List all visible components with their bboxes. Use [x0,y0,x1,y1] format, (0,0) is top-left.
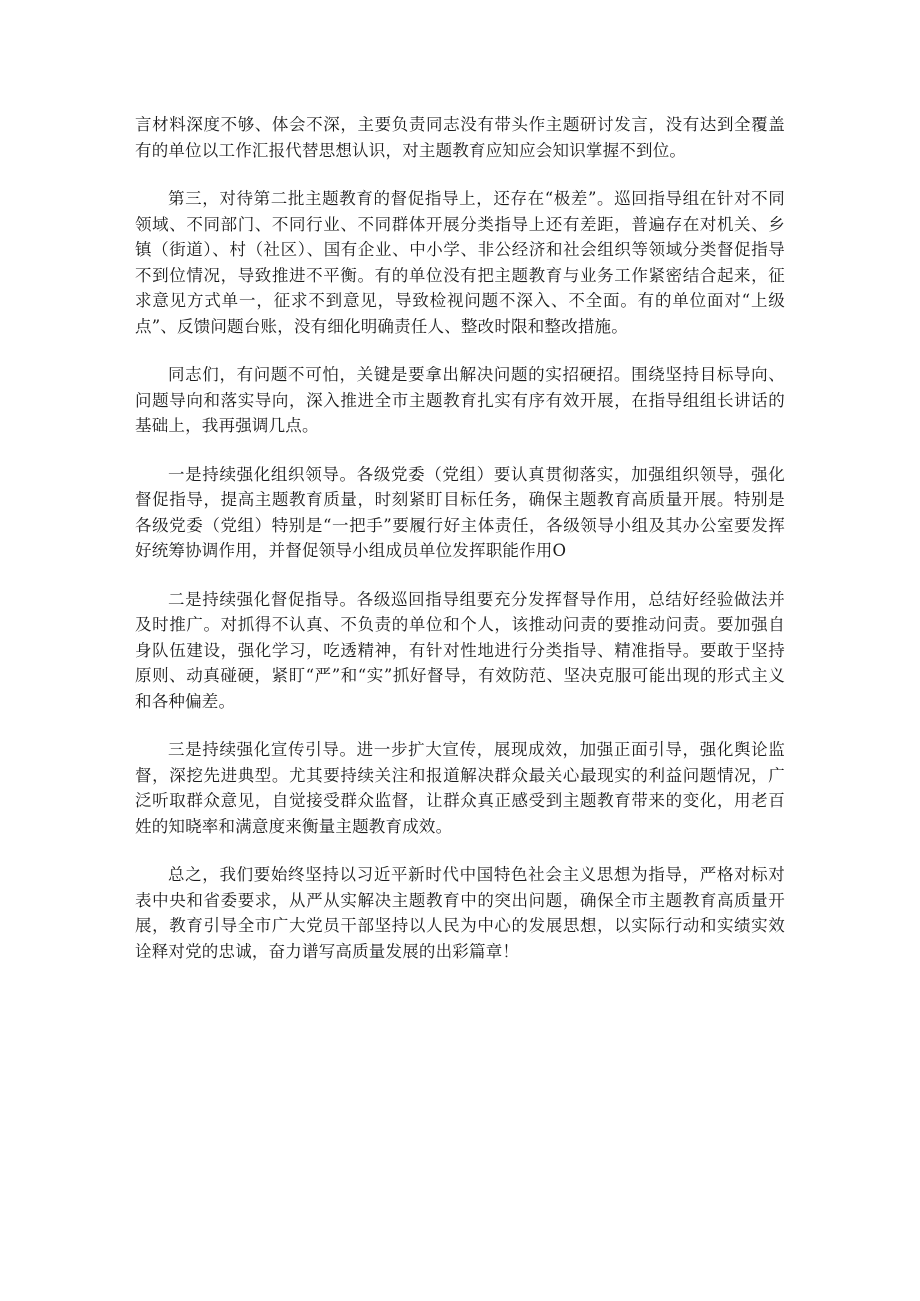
paragraph-conclusion: 总之，我们要始终坚持以习近平新时代中国特色社会主义思想为指导，严格对标对表中央和省委要求，从严从实解决主题教育中的突出问题，确保全市主题教育高质量开展，教育引导全市广大党员干部坚持以人民为中心的发展思想，以实际行动和实绩实效诠释对党的忠诚，奋力谱写高质量发展的出彩篇章！ [135,865,785,961]
paragraph-point-three: 三是持续强化宣传引导。进一步扩大宣传，展现成效，加强正面引导，强化舆论监督，深挖先进典型。尤其要持续关注和报道解决群众最关心最现实的利益问题情况，广泛听取群众意见，自觉接受群众监督，让群众真正感受到主题教育带来的变化，用老百姓的知晓率和满意度来衡量主题教育成效。 [135,740,785,836]
document-page [135,112,785,987]
paragraph-point-one: 一是持续强化组织领导。各级党委（党组）要认真贯彻落实，加强组织领导，强化督促指导，提高主题教育质量，时刻紧盯目标任务，确保主题教育高质量开展。特别是各级党委（党组）特别是“一把手”要履行好主体责任，各级领导小组及其办公室要发挥好统筹协调作用，并督促领导小组成员单位发挥职能作用O [135,464,785,560]
paragraph-third-issue: 第三，对待第二批主题教育的督促指导上，还存在“极差”。巡回指导组在针对不同领域、不同部门、不同行业、不同群体开展分类指导上还有差距，普遍存在对机关、乡镇（街道）、村（社区）、国有企业、中小学、非公经济和社会组织等领域分类督促指导不到位情况，导致推进不平衡。有的单位没有把主题教育与业务工作紧密结合起来，征求意见方式单一，征求不到意见，导致检视问题不深入、不全面。有的单位面对“上级点”、反馈问题台账，没有细化明确责任人、整改时限和整改措施。 [135,189,785,336]
paragraph-continuation: 言材料深度不够、体会不深，主要负责同志没有带头作主题研讨发言，没有达到全覆盖有的单位以工作汇报代替思想认识，对主题教育应知应会知识掌握不到位。 [135,115,785,160]
paragraph-point-two: 二是持续强化督促指导。各级巡回指导组要充分发挥督导作用，总结好经验做法并及时推广。对抓得不认真、不负责的单位和个人，该推动问责的要推动问责。要加强自身队伍建设，强化学习，吃透精神，有针对性地进行分类指导、精准指导。要敢于坚持原则、动真碰硬，紧盯“严”和“实”抓好督导，有效防范、坚决克服可能出现的形式主义和各种偏差。 [135,589,785,711]
paragraph-transition: 同志们，有问题不可怕，关键是要拿出解决问题的实招硬招。围绕坚持目标导向、问题导向和落实导向，深入推进全市主题教育扎实有序有效开展，在指导组组长讲话的基础上，我再强调几点。 [135,365,785,435]
